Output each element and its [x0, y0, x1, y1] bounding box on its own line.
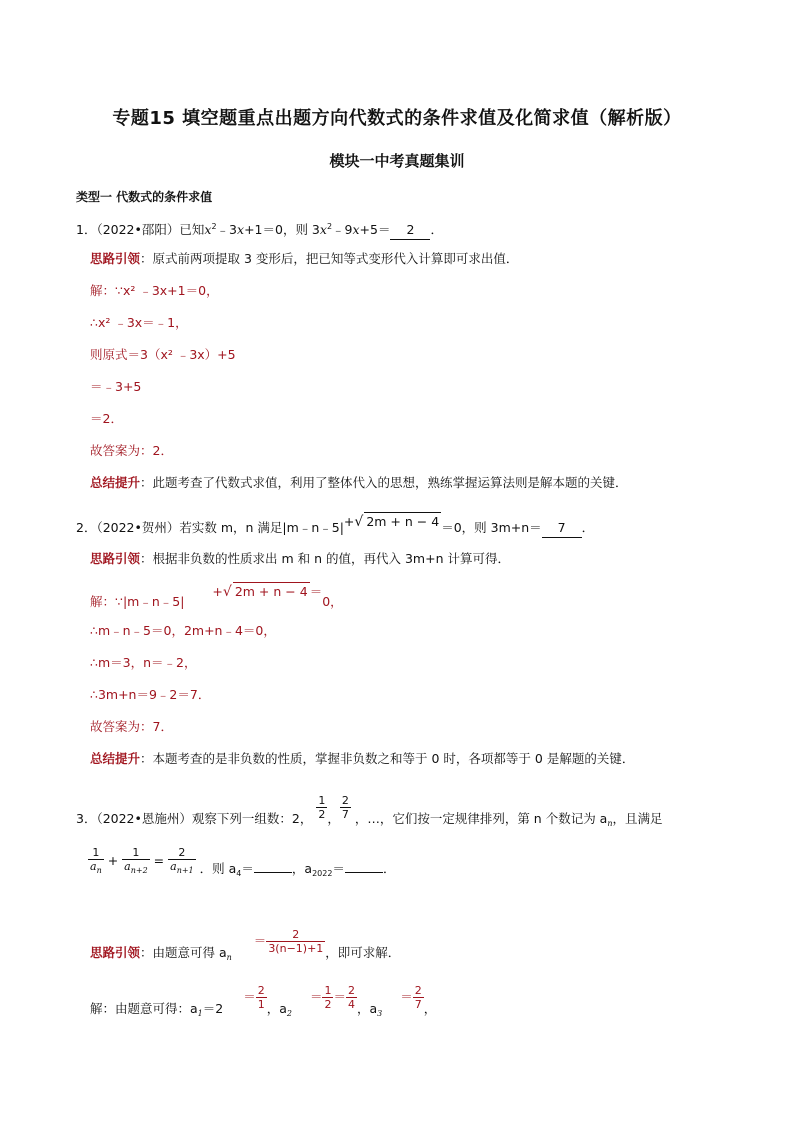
q2-answer-blank: 7 [542, 519, 582, 538]
q1-step-1: 解：∵x² ﹣3x+1＝0， [90, 283, 219, 298]
q3-blank-a4 [254, 872, 292, 873]
section-heading: 类型一 代数式的条件求值 [76, 190, 213, 204]
q3-sol-fraction-a1: $\frac{2}{1}$ [257, 984, 265, 1011]
q1-step-2: ∴x² ﹣3x＝﹣1， [90, 315, 188, 330]
q2-stem-sqrt: 2m + n − 4 [366, 514, 440, 529]
module-subtitle: 模块一中考真题集训 [329, 152, 465, 170]
page-title: 专题15 填空题重点出题方向代数式的条件求值及化简求值（解析版） [112, 108, 682, 129]
q3-stem: 3．（2022•恩施州）观察下列一组数：2， $\frac{1}{2}$ ， $\frac{2}{7}$ ，…，它们按一定规律排列，第 n 个数记为 $a_n$，且满足 [76, 794, 663, 828]
hint-label: 思路引领 [90, 251, 141, 266]
q3-eq-fraction-3: $\frac{2}{a_{n+1}}$ [170, 846, 194, 875]
q3-eq-fraction-2: $\frac{1}{a_{n+2}}$ [124, 846, 148, 875]
q2-step-2: ∴m﹣n﹣5＝0，2m+n﹣4＝0， [90, 623, 276, 638]
hint-label: 思路引领 [90, 551, 141, 566]
summary-label: 总结提升 [90, 751, 141, 766]
q3-sol-fraction-a2b: $\frac{2}{4}$ [348, 984, 355, 1011]
q2-hint: 思路引领：根据非负数的性质求出 m 和 n 的值，再代入 3m+n 计算可得． [90, 551, 510, 566]
q1-step-3: 则原式＝3（x² ﹣3x）+5 [90, 347, 236, 362]
q3-eq-fraction-1: $\frac{1}{a_n}$ [90, 846, 102, 875]
q3-solution: 解：由题意可得：$a_1=2$ ＝ $\frac{2}{1}$ ，$a_2$ ＝ $\frac{1}{2}$ ＝ $\frac{2}{4}$ ，$a_3$ ＝ $\frac{2}{7}$ ， [90, 984, 437, 1018]
q3-fraction-1-2: $\frac{1}{2}$ [318, 794, 326, 821]
q3-fraction-2-7: $\frac{2}{7}$ [341, 794, 349, 821]
q2-step-3: ∴m＝3，n＝﹣2， [90, 655, 197, 670]
hint-label: 思路引领 [90, 945, 141, 960]
q1-summary: 总结提升：此题考查了代数式求值，利用了整体代入的思想，熟练掌握运算法则是解本题的关键． [90, 475, 628, 490]
q2-summary: 总结提升：本题考查的是非负数的性质，掌握非负数之和等于 0 时，各项都等于 0 是解题的关键． [90, 751, 635, 766]
q1-answer-blank: 2 [390, 221, 430, 240]
q1-step-5: ＝2． [90, 411, 123, 426]
q3-sol-fraction-a2a: $\frac{1}{2}$ [324, 984, 332, 1011]
q1-step-4: ＝﹣3+5 [90, 379, 142, 394]
q2-stem: 2．（2022•贺州）若实数 m，n 满足|m﹣n﹣5|+√ 2m + n − 4 ＝0，则 3m+n＝ 7 ． [76, 518, 594, 538]
q1-stem: 1．（2022•邵阳）已知$x^2﹣3x+1=0$，则 $3x^2﹣9x+5= 2$ ． [76, 218, 443, 240]
q2-step-sqrt: 2m + n − 4 [234, 584, 308, 599]
q3-hint: 思路引领：由题意可得 $a_n$ ＝ $\frac{2}{3(n-1)+1}$ ，即可求解． [90, 928, 401, 962]
q2-step-4: ∴3m+n＝9﹣2＝7． [90, 687, 211, 702]
q3-blank-a2022 [345, 872, 383, 873]
q3-hint-fraction: $\frac{2}{3(n-1)+1}$ [268, 928, 324, 955]
q2-answer-text: 故答案为：7． [90, 719, 173, 734]
q2-step-1: 解：∵|m﹣n﹣5| +√ 2m + n − 4 ＝0， [90, 584, 343, 609]
q3-sol-fraction-a3: $\frac{2}{7}$ [414, 984, 422, 1011]
q1-hint: 思路引领：原式前两项提取 3 变形后，把已知等式变形代入计算即可求出值． [90, 251, 519, 266]
summary-label: 总结提升 [90, 475, 141, 490]
q1-answer-text: 故答案为：2． [90, 443, 173, 458]
q3-condition: $\frac{1}{a_n}$ + $\frac{1}{a_{n+2}}$ = $\frac{2}{a_{n+1}}$ ．则 $a_4=$ ，$a_{2022}=$ ． [90, 846, 396, 878]
